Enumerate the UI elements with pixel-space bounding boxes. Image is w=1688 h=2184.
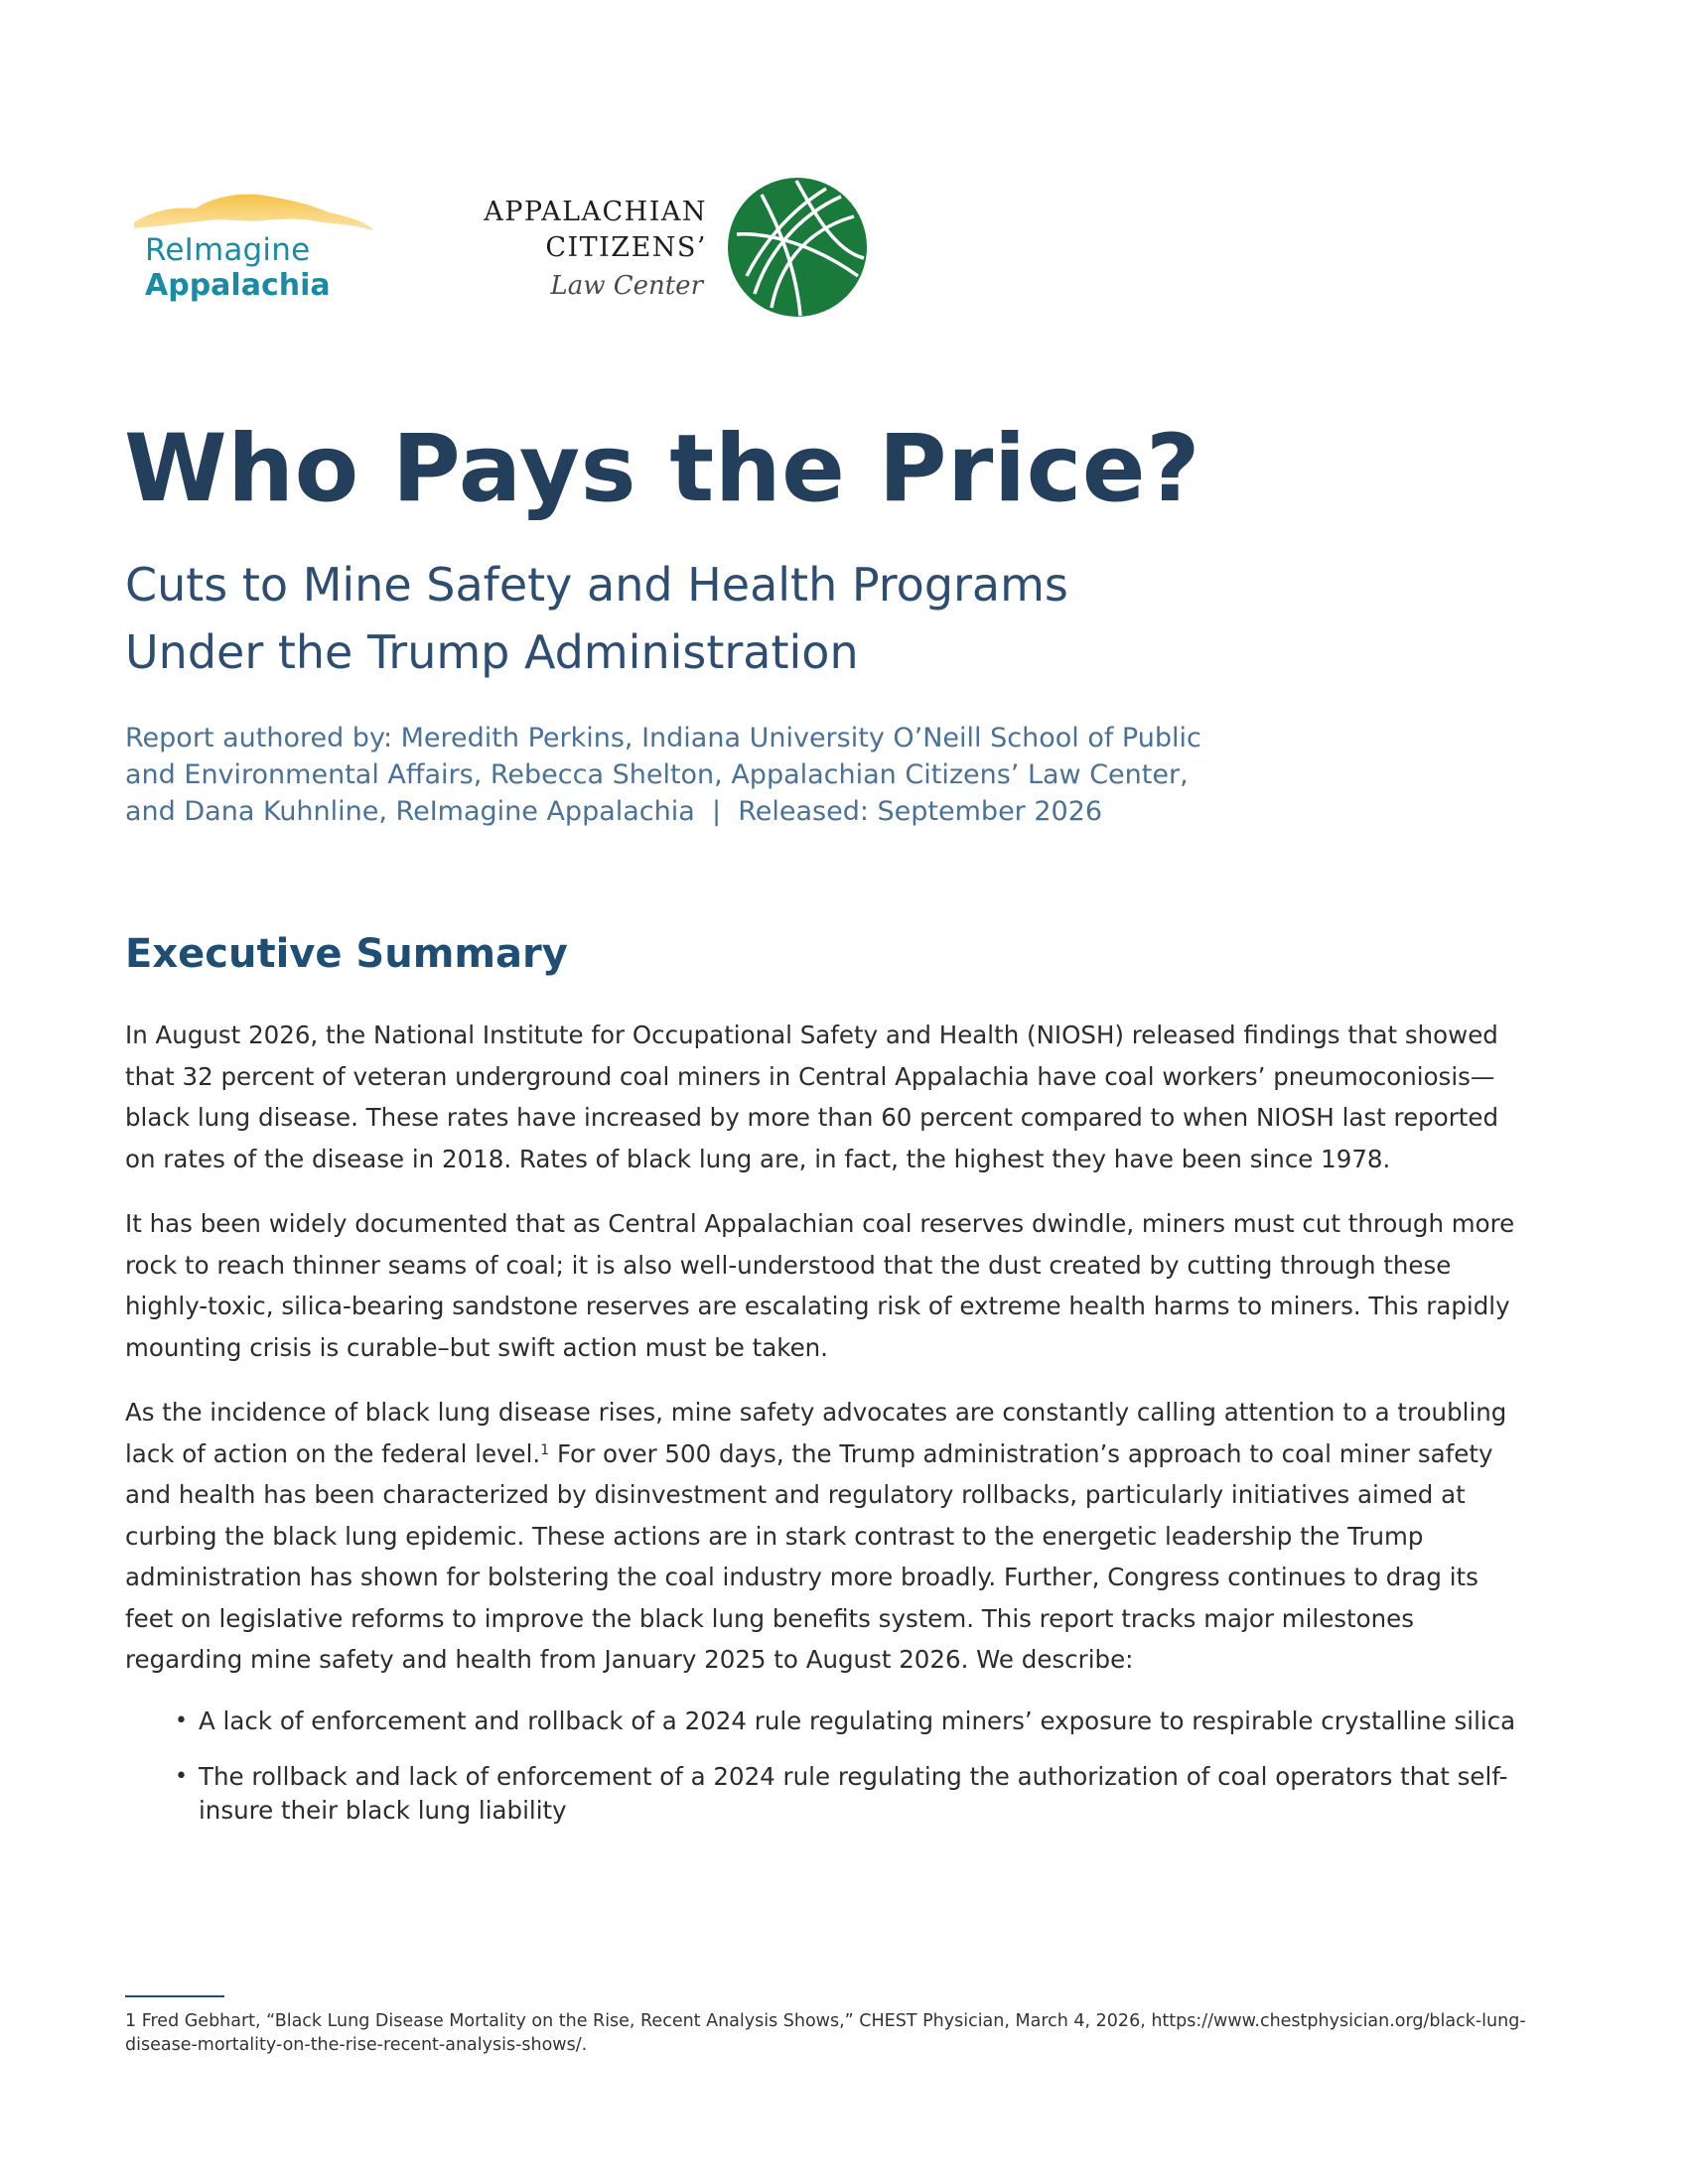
globe-icon (727, 177, 868, 318)
reimagine-appalachia-logo (134, 189, 372, 318)
logo-text-appalachian: APPALACHIAN (484, 197, 707, 227)
bullet-icon: • (175, 1707, 188, 1733)
list-item-text: The rollback and lack of enforcement of a 2024 rule regulating the authorization of coal operators that self-insure their black lung liability (199, 1761, 1508, 1825)
mountain-sun-icon (134, 189, 372, 238)
paragraph: In August 2026, the National Institute for Occupational Safety and Health (NIOSH) released findings that showed that 32 percent of veteran underground coal miners in Central Appalachia have coal workers’ pneumoconiosis—black lung disease. These rates have increased by more than 60 percent compared to when NIOSH last reported on rates of the disease in 2018. Rates of black lung are, in fact, the highest they have been since 1978. (125, 1021, 1499, 1173)
byline-line: Report authored by: Meredith Perkins, Indiana University O’Neill School of Public (125, 723, 1201, 753)
section-heading-executive-summary: Executive Summary (125, 931, 568, 977)
paragraph: It has been widely documented that as Central Appalachian coal reserves dwindle, miners must cut through more rock to reach thinner seams of coal; it is also well-understood that the dust created by cutting through these highly-toxic, silica-bearing sandstone reserves are escalating risk of extreme health harms to miners. This rapidly mounting crisis is curable–but swift action must be taken. (125, 1209, 1515, 1362)
paragraph-text: As the incidence of black lung disease rises, mine safety advocates are constantly calling attention to a troubling lack of action on the federal level. (125, 1398, 1507, 1468)
footnote-divider (125, 1995, 224, 1997)
findings-list (125, 1705, 1530, 1828)
bullet-icon: • (175, 1763, 188, 1789)
logo-text-appalachia: Appalachia (145, 268, 331, 303)
aclc-logo (449, 177, 866, 326)
subtitle-line: Cuts to Mine Safety and Health Programs (125, 558, 1068, 612)
byline-line: and Dana Kuhnline, ReImagine Appalachia | Released: September 2026 (125, 796, 1103, 827)
list-item (125, 1705, 1530, 1738)
footnote-reference[interactable]: 1 (540, 1441, 550, 1458)
list-item-text: A lack of enforcement and rollback of a 2024 rule regulating miners’ exposure to respirable crystalline silica (199, 1706, 1516, 1735)
paragraph-text: For over 500 days, the Trump administration’s approach to coal miner safety and health has been characterized by disinvestment and regulatory rollbacks, particularly initiatives aimed at curbing the black lung epidemic. These actions are in stark contrast to the energetic leadership the Trump administration has shown for bolstering the coal industry more broadly. Further, Congress continues to drag its feet on legislative reforms to improve the black lung benefits system. This report tracks major milestones regarding mine safety and health from January 2025 to August 2026. We describe: (125, 1438, 1493, 1674)
logo-text-law-center: Law Center (550, 271, 703, 301)
list-item (125, 1760, 1530, 1828)
paragraph (125, 1392, 1530, 1681)
executive-summary-body (125, 1015, 1530, 1849)
logo-text-citizens: CITIZENS’ (545, 232, 707, 263)
footnote: 1 Fred Gebhart, “Black Lung Disease Mortality on the Rise, Recent Analysis Shows,” CHEST Physician, March 4, 2026, https://www.chestphysician.org/black-lung-disease-mortality-on-the-rise-recent-analysis-shows/. (125, 2011, 1526, 2055)
report-subtitle (125, 551, 1317, 686)
report-title: Who Pays the Price? (124, 415, 1201, 523)
byline-line: and Environmental Affairs, Rebecca Shelton, Appalachian Citizens’ Law Center, (125, 759, 1189, 790)
subtitle-line: Under the Trump Administration (125, 625, 859, 679)
authors-byline (125, 720, 1317, 830)
logo-text-reimagine: ReImagine (145, 232, 311, 268)
